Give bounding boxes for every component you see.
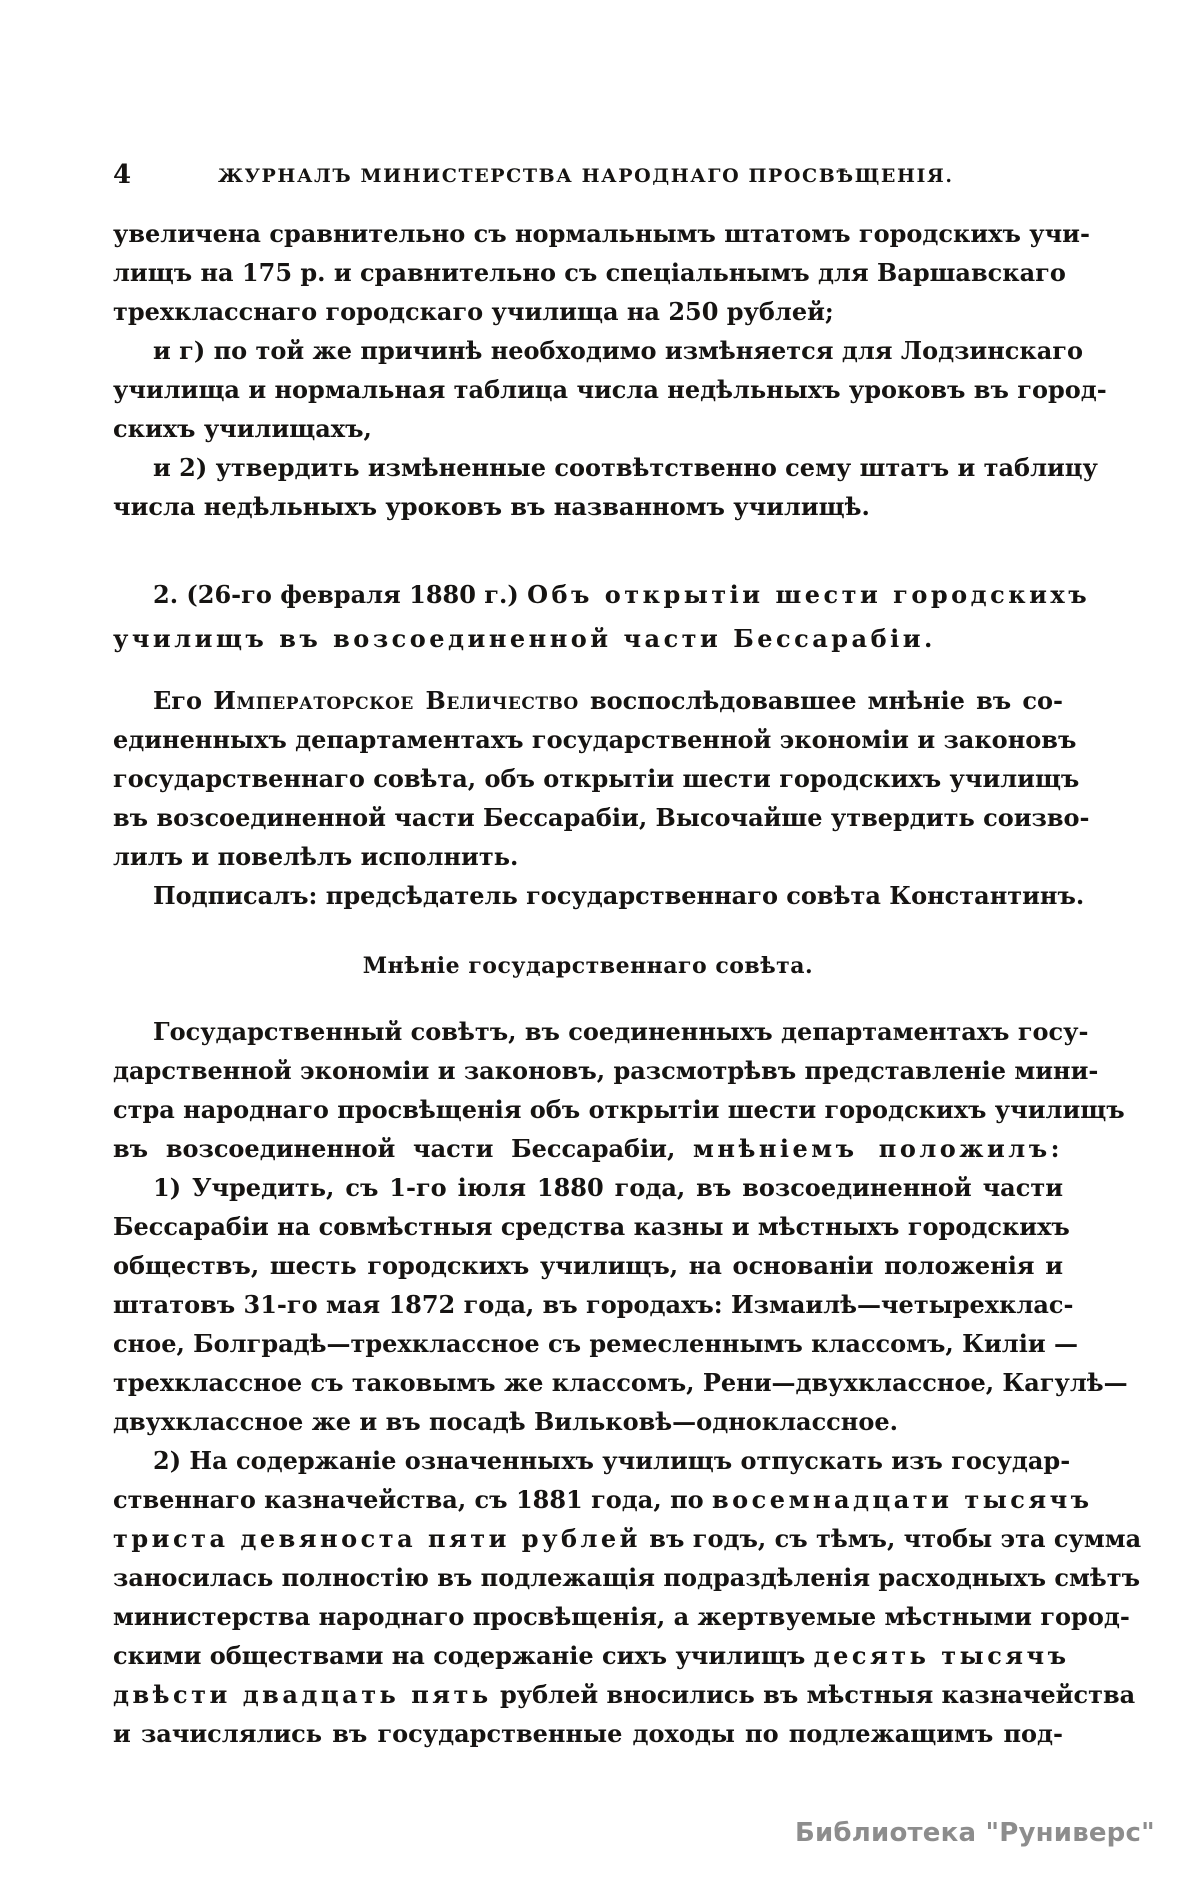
text-segment: двухклассное же и въ посадѣ Вильковѣ—одноклассное.: [113, 1407, 898, 1436]
text-line: [113, 1324, 1078, 1363]
text-line: [113, 214, 1090, 253]
text-segment: 1) Учредить, съ 1-го іюля 1880 года, въ возсоединенной части: [153, 1173, 1063, 1202]
text-segment: Объ открытіи шести городскихъ: [527, 580, 1091, 609]
text-segment: въ годъ, съ тѣмъ, чтобы эта сумма: [640, 1524, 1142, 1553]
text-segment: 2) На содержаніе означенныхъ училищъ отпускать изъ государ-: [153, 1446, 1071, 1475]
text-line: [113, 292, 1063, 331]
paragraph: [113, 331, 1107, 448]
text-segment: числа недѣльныхъ уроковъ въ названномъ училищѣ.: [113, 492, 870, 521]
text-segment: Государственный совѣтъ, въ соединенныхъ департаментахъ госу-: [153, 1017, 1089, 1046]
text-segment: и 2) утвердить измѣненные соотвѣтственно сему штатъ и таблицу: [153, 453, 1098, 482]
heading: [113, 573, 1091, 661]
text-line: [113, 1129, 1063, 1168]
text-segment: восемнадцати тысячъ: [712, 1485, 1093, 1514]
text-segment: штатовъ 31-го мая 1872 года, въ городахъ: Измаилѣ—четырехклас-: [113, 1290, 1074, 1319]
text-line: [113, 1012, 1089, 1051]
text-line: [113, 370, 1107, 409]
text-segment: мнѣніемъ положилъ:: [693, 1134, 1063, 1163]
text-segment: единенныхъ департаментахъ государственной экономіи и законовъ: [113, 725, 1077, 754]
text-line: [113, 448, 1098, 487]
text-line: [113, 1363, 1128, 1402]
text-segment: и зачислялись въ государственные доходы по подлежащимъ под-: [113, 1719, 1063, 1748]
text-line: [113, 720, 1077, 759]
text-line: [113, 1480, 1093, 1519]
text-segment: триста девяноста пяти рублей: [113, 1524, 641, 1553]
text-line: [113, 759, 1080, 798]
paragraph: [113, 448, 1098, 526]
paragraph: [113, 876, 1085, 915]
text-segment: трехклассное съ таковымъ же классомъ, Рени—двухклассное, Кагулѣ—: [113, 1368, 1128, 1397]
text-line: [113, 409, 1063, 448]
text-line: [113, 1090, 1125, 1129]
text-segment: 2. (26-го февраля 1880 г.): [153, 580, 528, 609]
text-line: [113, 1519, 1142, 1558]
text-line: [113, 1441, 1071, 1480]
text-line: [113, 487, 1063, 526]
text-segment: Подписалъ: предсѣдатель государственнаго совѣта Константинъ.: [153, 881, 1085, 910]
text-segment: лилъ и повелѣлъ исполнить.: [113, 842, 519, 871]
text-segment: училищъ въ возсоединенной части Бессарабіи.: [113, 624, 936, 653]
text-segment: Мнѣніе государственнаго совѣта.: [362, 953, 814, 979]
text-line: [113, 1714, 1063, 1753]
text-segment: ственнаго казначейства, съ 1881 года, по: [113, 1485, 712, 1514]
text-segment: увеличена сравнительно съ нормальнымъ штатомъ городскихъ учи-: [113, 219, 1090, 248]
text-line: [113, 1207, 1070, 1246]
text-line: [113, 1402, 1063, 1441]
text-line: [113, 837, 1063, 876]
paragraph: [113, 214, 1090, 331]
text-line: [113, 331, 1083, 370]
text-segment: воспослѣдовавшее мнѣніе въ со-: [578, 686, 1063, 715]
text-segment: и г) по той же причинѣ необходимо измѣняется для Лодзинскаго: [153, 336, 1083, 365]
text-segment: государственнаго совѣта, объ открытіи шести городскихъ училищъ: [113, 764, 1080, 793]
text-segment: Бессарабіи на совмѣстныя средства казны и мѣстныхъ городскихъ: [113, 1212, 1070, 1241]
text-segment: лищъ на 175 р. и сравнительно съ спеціальнымъ для Варшавскаго: [113, 258, 1066, 287]
page-number: 4: [113, 160, 132, 190]
text-segment: десять тысячъ: [813, 1641, 1070, 1670]
footer-watermark: Библиотека "Руниверс": [795, 1818, 1155, 1848]
text-line: [113, 1636, 1070, 1675]
text-segment: училища и нормальная таблица числа недѣльныхъ уроковъ въ город-: [113, 375, 1107, 404]
text-line: [113, 1168, 1063, 1207]
text-line: [113, 798, 1090, 837]
paragraph: [113, 681, 1090, 876]
text-segment: двѣсти двадцать пять: [113, 1680, 492, 1709]
text-segment: въ возсоединенной части Бессарабіи, Высочайше утвердить соизво-: [113, 803, 1090, 832]
text-column: [113, 214, 1142, 1753]
text-line: [113, 1051, 1099, 1090]
running-title: ЖУРНАЛЪ МИНИСТЕРСТВА НАРОДНАГО ПРОСВѢЩЕНІЯ.: [218, 165, 954, 187]
page-header: [113, 160, 1063, 196]
text-segment: обществъ, шесть городскихъ училищъ, на основаніи положенія и: [113, 1251, 1063, 1280]
text-segment: трехкласснаго городскаго училища на 250 рублей;: [113, 297, 834, 326]
text-segment: заносилась полностію въ подлежащія подраздѣленія расходныхъ смѣтъ: [113, 1563, 1141, 1592]
text-segment: скихъ училищахъ,: [113, 414, 372, 443]
paragraph: [113, 1441, 1142, 1753]
text-line: [113, 1675, 1136, 1714]
text-segment: Его: [153, 686, 214, 715]
text-line: [113, 1246, 1063, 1285]
paragraph: [113, 1168, 1128, 1441]
text-line: [113, 1558, 1141, 1597]
paragraph: [113, 1012, 1125, 1168]
text-segment: Императорское Величество: [213, 686, 579, 715]
text-line: [113, 617, 1063, 661]
text-segment: дарственной экономіи и законовъ, разсмотрѣвъ представленіе мини-: [113, 1056, 1099, 1085]
text-segment: въ возсоединенной части Бессарабіи,: [113, 1134, 694, 1163]
text-line: [113, 1285, 1074, 1324]
text-line: [113, 876, 1085, 915]
text-line: [113, 1597, 1130, 1636]
text-segment: сное, Болградѣ—трехклассное съ ремесленнымъ классомъ, Киліи —: [113, 1329, 1078, 1358]
text-line: [113, 253, 1066, 292]
text-segment: рублей вносились въ мѣстныя казначейства: [491, 1680, 1136, 1709]
text-line: [113, 947, 1063, 986]
text-line: [113, 681, 1063, 720]
text-line: [113, 573, 1091, 617]
text-segment: министерства народнаго просвѣщенія, а жертвуемые мѣстными город-: [113, 1602, 1130, 1631]
subheading: [113, 947, 1063, 986]
text-segment: скими обществами на содержаніе сихъ училищъ: [113, 1641, 814, 1670]
text-segment: стра народнаго просвѣщенія объ открытіи шести городскихъ училищъ: [113, 1095, 1125, 1124]
